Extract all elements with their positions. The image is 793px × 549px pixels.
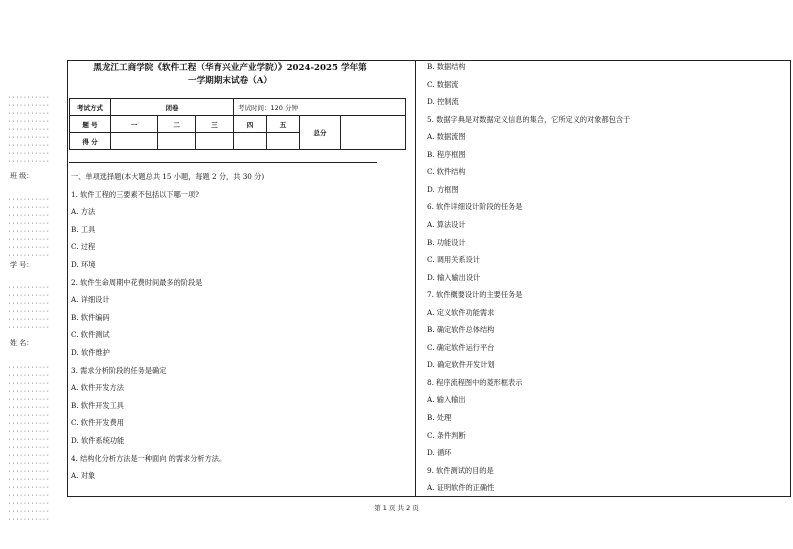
question-text: 一、单项选择题(本大题总共 15 小题，每题 2 分，共 30 分) — [71, 172, 265, 181]
answer-option: A. 算法设计 — [427, 219, 466, 229]
answer-option: C. 条件判断 — [427, 430, 466, 440]
score-cell-5[interactable] — [267, 133, 300, 150]
answer-option: D. 控制流 — [427, 97, 459, 107]
question-text: 2. 软件生命周期中花费时间最多的阶段是 — [71, 277, 203, 287]
exam-mode-label: 考试方式 — [70, 99, 111, 116]
score-cell-3[interactable] — [196, 133, 234, 150]
answer-option: C. 确定软件运行平台 — [427, 342, 495, 352]
total-label: 总分 — [300, 116, 341, 150]
answer-option: D. 输入输出设计 — [427, 272, 481, 282]
question-text: 3. 需求分析阶段的任务是确定 — [71, 365, 167, 375]
score-cell-4[interactable] — [234, 133, 267, 150]
question-text: 6. 软件详细设计阶段的任务是 — [427, 202, 523, 212]
answer-option: D. 方框图 — [427, 184, 459, 194]
name-label: 姓 名： — [10, 339, 34, 347]
answer-option: A. 证明软件的正确性 — [427, 483, 495, 493]
student-id-label: 学 号： — [10, 261, 34, 269]
answer-option: C. 数据流 — [427, 79, 459, 89]
answer-option: A. 方法 — [71, 207, 96, 217]
answer-option: D. 确定软件开发计划 — [427, 360, 495, 370]
question-text: 4. 结构化分析方法是一种面向 的需求分析方法。 — [71, 453, 227, 463]
answer-option: A. 定义软件功能需求 — [427, 307, 495, 317]
exam-title-line2: 一学期期末试卷（A） — [187, 76, 272, 86]
section-rule — [69, 162, 377, 163]
answer-option: C. 过程 — [71, 242, 96, 252]
answer-option: B. 软件编码 — [71, 312, 110, 322]
answer-option: D. 软件系统功能 — [71, 436, 125, 445]
col-1: 一 — [111, 116, 158, 133]
answer-option: C. 调用关系设计 — [427, 255, 480, 265]
answer-option: A. 数据流图 — [427, 132, 466, 142]
score-cell-2[interactable] — [158, 133, 196, 150]
question-no-label: 题 号 — [70, 116, 111, 133]
binding-dots: ··········· ··········· ··········· ··········· ··········· ··········· ··········· ··········· — [8, 197, 50, 259]
answer-option: B. 处理 — [427, 413, 452, 422]
col-2: 二 — [158, 116, 196, 133]
answer-option: B. 程序框图 — [427, 149, 466, 159]
question-text: 7. 软件概要设计的主要任务是 — [427, 290, 523, 300]
answer-option: D. 循环 — [427, 448, 452, 458]
score-label: 得 分 — [70, 133, 111, 150]
answer-option: A. 详细设计 — [71, 295, 110, 305]
exam-mode-value: 闭卷 — [111, 99, 234, 116]
class-label: 班 级： — [10, 172, 34, 180]
answer-option: C. 软件开发费用 — [71, 418, 124, 428]
answer-option: D. 环境 — [71, 260, 96, 269]
exam-title-line1: 黑龙江工商学院《软件工程（华育兴业产业学院）》2024-2025 学年第 — [93, 63, 367, 73]
answer-option: A. 输入输出 — [427, 395, 466, 405]
score-cell-1[interactable] — [111, 133, 158, 150]
question-text: 8. 程序流程图中的菱形框表示 — [427, 377, 523, 387]
answer-option: C. 软件结构 — [427, 167, 466, 177]
exam-title — [70, 62, 390, 88]
answer-option: B. 工具 — [71, 224, 96, 234]
col-4: 四 — [234, 116, 267, 133]
col-3: 三 — [196, 116, 234, 133]
binding-dots: ··········· ··········· ··········· ··········· ··········· ··········· — [8, 285, 50, 331]
answer-option: D. 软件维护 — [71, 348, 110, 357]
binding-dots: ··········· ··········· ··········· ··········· ··········· ··········· ··········· ··········· ··········· — [8, 95, 50, 165]
answer-option: A. 对象 — [71, 471, 96, 481]
answer-option: B. 软件开发工具 — [71, 400, 124, 410]
score-table — [69, 98, 406, 150]
column-divider — [415, 60, 416, 497]
question-text: 9. 软件测试的目的是 — [427, 465, 494, 475]
answer-option: B. 确定软件总体结构 — [427, 325, 495, 335]
col-5: 五 — [267, 116, 300, 133]
answer-option: C. 软件测试 — [71, 330, 110, 340]
page-footer: 第 1 页 共 2 页 — [374, 504, 419, 512]
question-text: 5. 数据字典是对数据定义信息的集合，它所定义的对象都包含于 — [427, 114, 631, 124]
answer-option: B. 数据结构 — [427, 62, 466, 71]
answer-option: A. 软件开发方法 — [71, 383, 124, 393]
answer-option: B. 功能设计 — [427, 237, 466, 247]
question-text: 1. 软件工程的三要素不包括以下哪一项? — [71, 189, 199, 199]
exam-time: 考试时间：120 分钟 — [234, 99, 406, 116]
binding-dots: ··········· ··········· ··········· ··········· ··········· ··········· ··········· ··········· ··········· ··········· ··········· ··········· ··········· ··········· ··········· ··········· ··········· ··········· ··········· ··········· — [8, 365, 50, 523]
total-score-cell[interactable] — [341, 116, 406, 150]
